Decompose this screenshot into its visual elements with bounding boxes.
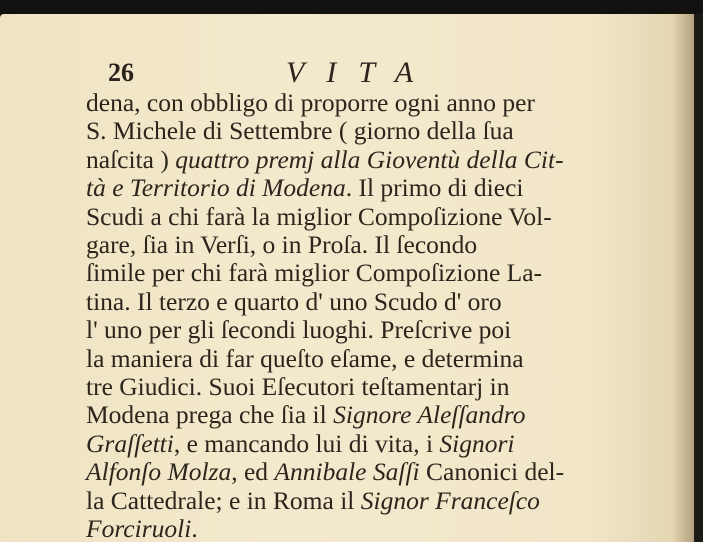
text-segment: la maniera di far queſto eſame, e determina <box>86 343 524 373</box>
page-number: 26 <box>108 58 134 87</box>
text-line <box>86 430 666 458</box>
italic-segment: Annibale Saſſi <box>274 457 420 487</box>
text-segment: l' uno per gli ſecondi luoghi. Preſcrive poi <box>86 315 512 345</box>
text-segment: ſimile per chi farà miglior Compoſizione La- <box>86 258 543 288</box>
italic-segment: Signori <box>439 428 515 458</box>
text-segment: Scudi a chi farà la miglior Compoſizione Vol- <box>86 201 552 231</box>
text-segment: dena, con obbligo di proporre ogni anno per <box>86 88 535 117</box>
text-segment: naſcita ) <box>86 144 176 174</box>
italic-segment: Signore Aleſſandro <box>333 400 526 430</box>
text-segment: gare, ſia in Verſi, o in Proſa. Il ſecondo <box>86 230 478 260</box>
italic-segment: Alfonſo Molza <box>86 457 232 487</box>
text-line <box>86 259 666 287</box>
italic-segment: Forciruoli <box>86 514 192 542</box>
top-shadow-band <box>0 0 703 14</box>
text-segment: . Il primo di dieci <box>345 173 524 203</box>
text-line <box>86 373 666 401</box>
text-line <box>86 203 666 231</box>
text-segment: tre Giudici. Suoi Eſecutori teſtamentarj in <box>86 372 510 402</box>
text-line <box>86 458 666 486</box>
text-line <box>86 316 666 344</box>
text-segment: S. Michele di Settembre ( giorno della ſua <box>86 116 514 146</box>
italic-segment: Signor Franceſco <box>360 485 540 515</box>
page-header <box>108 56 568 90</box>
text-line <box>86 146 666 174</box>
text-segment: Modena prega che ſia il <box>86 400 334 430</box>
text-segment: , e mancando lui di vita, i <box>173 428 440 458</box>
body-text <box>86 89 666 542</box>
text-line <box>86 174 666 202</box>
text-segment: la Cattedrale; e in Roma il <box>86 485 361 515</box>
text-line <box>86 231 666 259</box>
italic-segment: Graſſetti <box>86 428 174 458</box>
text-line <box>86 345 666 373</box>
text-segment: tina. Il terzo e quarto d' uno Scudo d' oro <box>86 286 502 316</box>
italic-segment: tà e Territorio di Modena <box>86 173 346 203</box>
italic-segment: quattro premj alla Gioventù della Cit- <box>175 144 564 174</box>
text-line <box>86 515 666 542</box>
text-line <box>86 401 666 429</box>
text-line <box>86 89 666 117</box>
text-segment: . <box>191 514 198 542</box>
book-page <box>0 14 694 542</box>
text-line <box>86 117 666 145</box>
text-segment: Canonici del- <box>419 457 565 487</box>
text-line <box>86 487 666 515</box>
text-segment: , ed <box>231 457 275 487</box>
text-line <box>86 288 666 316</box>
page-gutter-shadow <box>672 14 694 542</box>
running-head: VITA <box>286 56 436 89</box>
